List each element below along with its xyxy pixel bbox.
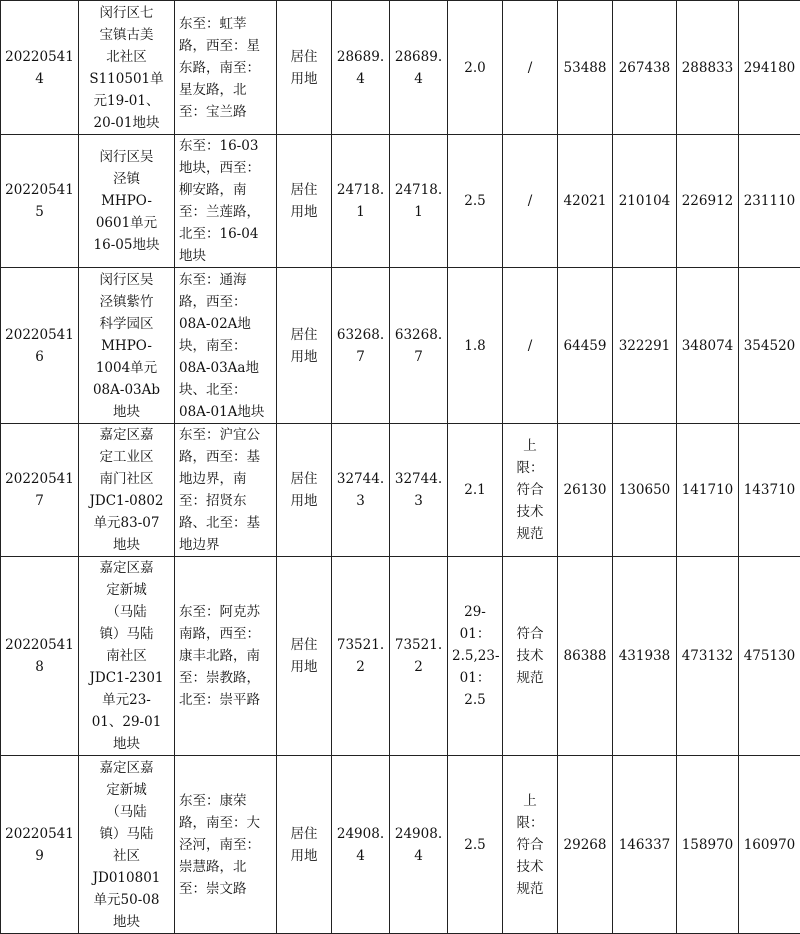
cell-text-line: 2.5 — [452, 190, 498, 212]
cell-text: 202205414 — [5, 49, 74, 87]
value-4-cell — [739, 1, 800, 135]
cell-text: 141710 — [682, 482, 734, 498]
cell-text-line: 路，西至：星 — [179, 35, 272, 57]
cell-text-line: 居住 — [281, 468, 327, 490]
land-use-cell — [277, 1, 332, 135]
floor-area-ratio-cell — [448, 1, 503, 135]
construction-area-cell — [390, 1, 448, 135]
land-area-cell — [332, 424, 390, 557]
value-2-cell — [613, 268, 677, 424]
cell-text: 28689.4 — [337, 49, 384, 87]
value-1-cell — [558, 268, 613, 424]
cell-text-line: 单元50-08 — [83, 889, 170, 911]
cell-text: 322291 — [619, 338, 671, 354]
cell-text-line: 北至：崇平路 — [179, 689, 272, 711]
cell-text: 226912 — [682, 193, 734, 209]
cell-text-line: 柳安路，南 — [179, 179, 272, 201]
value-3-cell — [677, 1, 739, 135]
value-1-cell — [558, 424, 613, 557]
cell-text-line: 块，南至： — [179, 335, 272, 357]
cell-text-line: 地块，西至： — [179, 157, 272, 179]
construction-area-cell — [390, 424, 448, 557]
cell-text-line: MHPO- — [83, 190, 170, 212]
cell-text-line: / — [507, 57, 553, 79]
parcel-id-cell — [1, 756, 79, 934]
cell-text-line: 南社区 — [83, 645, 170, 667]
cell-text-line: 至：招贤东 — [179, 490, 272, 512]
cell-text-line: 定工业区 — [83, 446, 170, 468]
table-row — [1, 1, 800, 135]
cell-text: 431938 — [619, 648, 671, 664]
cell-text-line: 1.8 — [452, 335, 498, 357]
land-use-cell — [277, 756, 332, 934]
value-1-cell — [558, 557, 613, 756]
cell-text-line: 居住 — [281, 46, 327, 68]
cell-text-line: 闵行区吴 — [83, 146, 170, 168]
cell-text-line: 东至：阿克苏 — [179, 601, 272, 623]
floor-area-ratio-cell — [448, 424, 503, 557]
cell-text: 28689.4 — [395, 49, 442, 87]
cell-text-line: 星友路，北 — [179, 79, 272, 101]
cell-text-line: 镇）马陆 — [83, 823, 170, 845]
construction-area-cell — [390, 135, 448, 268]
parcel-name-cell — [79, 135, 175, 268]
cell-text-line: 用地 — [281, 656, 327, 678]
construction-area-cell — [390, 557, 448, 756]
cell-text-line: 技术 — [507, 856, 553, 878]
cell-text-line: 泾河，南至： — [179, 834, 272, 856]
cell-text-line: 东至：通海 — [179, 269, 272, 291]
cell-text: 473132 — [682, 648, 734, 664]
value-3-cell — [677, 756, 739, 934]
value-1-cell — [558, 135, 613, 268]
cell-text-line: 用地 — [281, 490, 327, 512]
cell-text-line: 用地 — [281, 845, 327, 867]
value-2-cell — [613, 135, 677, 268]
cell-text-line: 嘉定区嘉 — [83, 424, 170, 446]
value-3-cell — [677, 424, 739, 557]
parcel-name-cell — [79, 268, 175, 424]
cell-text-line: 08A-03Ab — [83, 379, 170, 401]
parcel-boundary-cell — [175, 1, 277, 135]
parcel-name-cell — [79, 1, 175, 135]
value-4-cell — [739, 424, 800, 557]
cell-text: 24908.4 — [337, 826, 384, 864]
cell-text-line: 用地 — [281, 346, 327, 368]
cell-text-line: （马陆 — [83, 801, 170, 823]
cell-text-line: 南门社区 — [83, 468, 170, 490]
height-limit-cell — [503, 424, 558, 557]
cell-text-line: 社区 — [83, 845, 170, 867]
land-use-cell — [277, 135, 332, 268]
cell-text: 146337 — [619, 837, 671, 853]
cell-text-line: 北社区 — [83, 46, 170, 68]
parcel-id-cell — [1, 424, 79, 557]
cell-text-line: 块、北至： — [179, 379, 272, 401]
land-use-cell — [277, 268, 332, 424]
land-area-cell — [332, 268, 390, 424]
cell-text: 348074 — [682, 338, 734, 354]
height-limit-cell — [503, 268, 558, 424]
parcel-boundary-cell — [175, 424, 277, 557]
cell-text: 354520 — [744, 338, 796, 354]
cell-text-line: 东至：沪宜公 — [179, 424, 272, 446]
land-area-cell — [332, 1, 390, 135]
cell-text: 26130 — [564, 482, 607, 498]
cell-text-line: 居住 — [281, 634, 327, 656]
parcel-id-cell — [1, 1, 79, 135]
value-2-cell — [613, 557, 677, 756]
construction-area-cell — [390, 268, 448, 424]
cell-text: 24718.1 — [337, 182, 384, 220]
cell-text-line: 泾镇 — [83, 168, 170, 190]
cell-text-line: 定新城 — [83, 779, 170, 801]
cell-text-line: 东至：康荣 — [179, 790, 272, 812]
parcel-boundary-cell — [175, 756, 277, 934]
cell-text: 53488 — [564, 60, 607, 76]
land-use-cell — [277, 557, 332, 756]
value-3-cell — [677, 135, 739, 268]
cell-text: 267438 — [619, 60, 671, 76]
cell-text: 158970 — [682, 837, 734, 853]
table-row — [1, 756, 800, 934]
cell-text-line: JD010801 — [83, 867, 170, 889]
cell-text-line: 地块 — [83, 401, 170, 423]
cell-text: 42021 — [564, 193, 607, 209]
cell-text: 29268 — [564, 837, 607, 853]
cell-text-line: / — [507, 190, 553, 212]
cell-text: 475130 — [744, 648, 796, 664]
cell-text: 73521.2 — [395, 637, 442, 675]
parcel-name-cell — [79, 756, 175, 934]
cell-text: 24908.4 — [395, 826, 442, 864]
cell-text-line: 南路，西至： — [179, 623, 272, 645]
value-2-cell — [613, 1, 677, 135]
cell-text: 202205419 — [5, 826, 74, 864]
cell-text-line: 符合 — [507, 623, 553, 645]
cell-text-line: 居住 — [281, 324, 327, 346]
cell-text: 130650 — [619, 482, 671, 498]
cell-text-line: 至：兰莲路， — [179, 201, 272, 223]
cell-text-line: 崇慧路，北 — [179, 856, 272, 878]
cell-text-line: 嘉定区嘉 — [83, 557, 170, 579]
cell-text-line: 镇）马陆 — [83, 623, 170, 645]
cell-text-line: 限： — [507, 457, 553, 479]
cell-text-line: 东至：虹莘 — [179, 13, 272, 35]
cell-text-line: 上 — [507, 435, 553, 457]
cell-text-line: 路，西至：基 — [179, 446, 272, 468]
cell-text: 143710 — [744, 482, 796, 498]
cell-text-line: 20-01地块 — [83, 112, 170, 134]
parcel-boundary-cell — [175, 557, 277, 756]
cell-text-line: 地块 — [179, 245, 272, 267]
cell-text-line: / — [507, 335, 553, 357]
cell-text: 202205416 — [5, 327, 74, 365]
cell-text-line: 技术 — [507, 645, 553, 667]
cell-text-line: 地块 — [83, 733, 170, 755]
parcel-boundary-cell — [175, 135, 277, 268]
cell-text-line: 嘉定区嘉 — [83, 757, 170, 779]
cell-text: 202205418 — [5, 637, 74, 675]
parcel-id-cell — [1, 268, 79, 424]
value-1-cell — [558, 1, 613, 135]
height-limit-cell — [503, 557, 558, 756]
cell-text-line: 路，西至： — [179, 291, 272, 313]
cell-text-line: 路，南至：大 — [179, 812, 272, 834]
value-3-cell — [677, 557, 739, 756]
cell-text-line: 2.0 — [452, 57, 498, 79]
cell-text-line: 01： — [452, 623, 498, 645]
construction-area-cell — [390, 756, 448, 934]
cell-text-line: 08A-01A地块 — [179, 401, 272, 423]
cell-text: 32744.3 — [337, 471, 384, 509]
table-row — [1, 424, 800, 557]
parcel-id-cell — [1, 557, 79, 756]
cell-text: 202205415 — [5, 182, 74, 220]
cell-text-line: 符合 — [507, 834, 553, 856]
value-4-cell — [739, 756, 800, 934]
cell-text-line: JDC1-2301 — [83, 667, 170, 689]
table-row — [1, 268, 800, 424]
cell-text-line: 16-05地块 — [83, 234, 170, 256]
cell-text-line: 2.5 — [452, 689, 498, 711]
cell-text-line: 29- — [452, 601, 498, 623]
land-area-cell — [332, 135, 390, 268]
cell-text-line: S110501单 — [83, 68, 170, 90]
cell-text-line: 01： — [452, 667, 498, 689]
cell-text-line: 规范 — [507, 667, 553, 689]
cell-text: 64459 — [564, 338, 607, 354]
cell-text: 24718.1 — [395, 182, 442, 220]
floor-area-ratio-cell — [448, 135, 503, 268]
parcel-id-cell — [1, 135, 79, 268]
value-2-cell — [613, 756, 677, 934]
cell-text-line: 地块 — [83, 911, 170, 933]
cell-text-line: 至：宝兰路 — [179, 101, 272, 123]
cell-text: 86388 — [564, 648, 607, 664]
cell-text-line: 宝镇古美 — [83, 24, 170, 46]
floor-area-ratio-cell — [448, 268, 503, 424]
cell-text-line: 规范 — [507, 878, 553, 900]
height-limit-cell — [503, 1, 558, 135]
cell-text-line: MHPO- — [83, 335, 170, 357]
cell-text: 231110 — [744, 193, 796, 209]
value-2-cell — [613, 424, 677, 557]
floor-area-ratio-cell — [448, 756, 503, 934]
land-area-cell — [332, 557, 390, 756]
value-4-cell — [739, 557, 800, 756]
cell-text-line: 地边界，南 — [179, 468, 272, 490]
value-3-cell — [677, 268, 739, 424]
cell-text-line: 2.5 — [452, 834, 498, 856]
cell-text: 210104 — [619, 193, 671, 209]
cell-text-line: 闵行区七 — [83, 2, 170, 24]
cell-text: 294180 — [744, 60, 796, 76]
parcel-name-cell — [79, 424, 175, 557]
cell-text-line: 单元23- — [83, 689, 170, 711]
cell-text-line: （马陆 — [83, 601, 170, 623]
land-area-cell — [332, 756, 390, 934]
cell-text-line: 闵行区吴 — [83, 269, 170, 291]
cell-text-line: 居住 — [281, 179, 327, 201]
value-1-cell — [558, 756, 613, 934]
cell-text: 160970 — [744, 837, 796, 853]
cell-text-line: 用地 — [281, 68, 327, 90]
cell-text-line: 泾镇紫竹 — [83, 291, 170, 313]
cell-text: 288833 — [682, 60, 734, 76]
cell-text-line: 限： — [507, 812, 553, 834]
cell-text-line: 用地 — [281, 201, 327, 223]
cell-text-line: 北至：16-04 — [179, 223, 272, 245]
cell-text-line: 08A-03Aa地 — [179, 357, 272, 379]
land-use-cell — [277, 424, 332, 557]
cell-text: 73521.2 — [337, 637, 384, 675]
cell-text-line: 0601单元 — [83, 212, 170, 234]
cell-text-line: 至：崇教路， — [179, 667, 272, 689]
table-row — [1, 557, 800, 756]
cell-text-line: 2.1 — [452, 479, 498, 501]
cell-text-line: 2.5,23- — [452, 645, 498, 667]
height-limit-cell — [503, 135, 558, 268]
cell-text-line: 科学园区 — [83, 313, 170, 335]
cell-text: 32744.3 — [395, 471, 442, 509]
cell-text-line: 01、29-01 — [83, 711, 170, 733]
parcel-name-cell — [79, 557, 175, 756]
cell-text-line: 居住 — [281, 823, 327, 845]
cell-text: 63268.7 — [395, 327, 442, 365]
cell-text-line: 上 — [507, 790, 553, 812]
cell-text-line: 符合 — [507, 479, 553, 501]
value-4-cell — [739, 268, 800, 424]
cell-text-line: 路、北至：基 — [179, 512, 272, 534]
cell-text-line: 1004单元 — [83, 357, 170, 379]
cell-text: 63268.7 — [337, 327, 384, 365]
cell-text-line: 定新城 — [83, 579, 170, 601]
cell-text-line: 东至：16-03 — [179, 135, 272, 157]
floor-area-ratio-cell — [448, 557, 503, 756]
cell-text: 202205417 — [5, 471, 74, 509]
value-4-cell — [739, 135, 800, 268]
cell-text-line: JDC1-0802 — [83, 490, 170, 512]
parcel-boundary-cell — [175, 268, 277, 424]
cell-text-line: 康丰北路，南 — [179, 645, 272, 667]
cell-text-line: 地边界 — [179, 534, 272, 556]
cell-text-line: 元19-01、 — [83, 90, 170, 112]
cell-text-line: 规范 — [507, 523, 553, 545]
cell-text-line: 至：崇文路 — [179, 878, 272, 900]
height-limit-cell — [503, 756, 558, 934]
cell-text-line: 08A-02A地 — [179, 313, 272, 335]
cell-text-line: 技术 — [507, 501, 553, 523]
cell-text-line: 单元83-07 — [83, 512, 170, 534]
table-row — [1, 135, 800, 268]
cell-text-line: 东路，南至： — [179, 57, 272, 79]
cell-text-line: 地块 — [83, 534, 170, 556]
